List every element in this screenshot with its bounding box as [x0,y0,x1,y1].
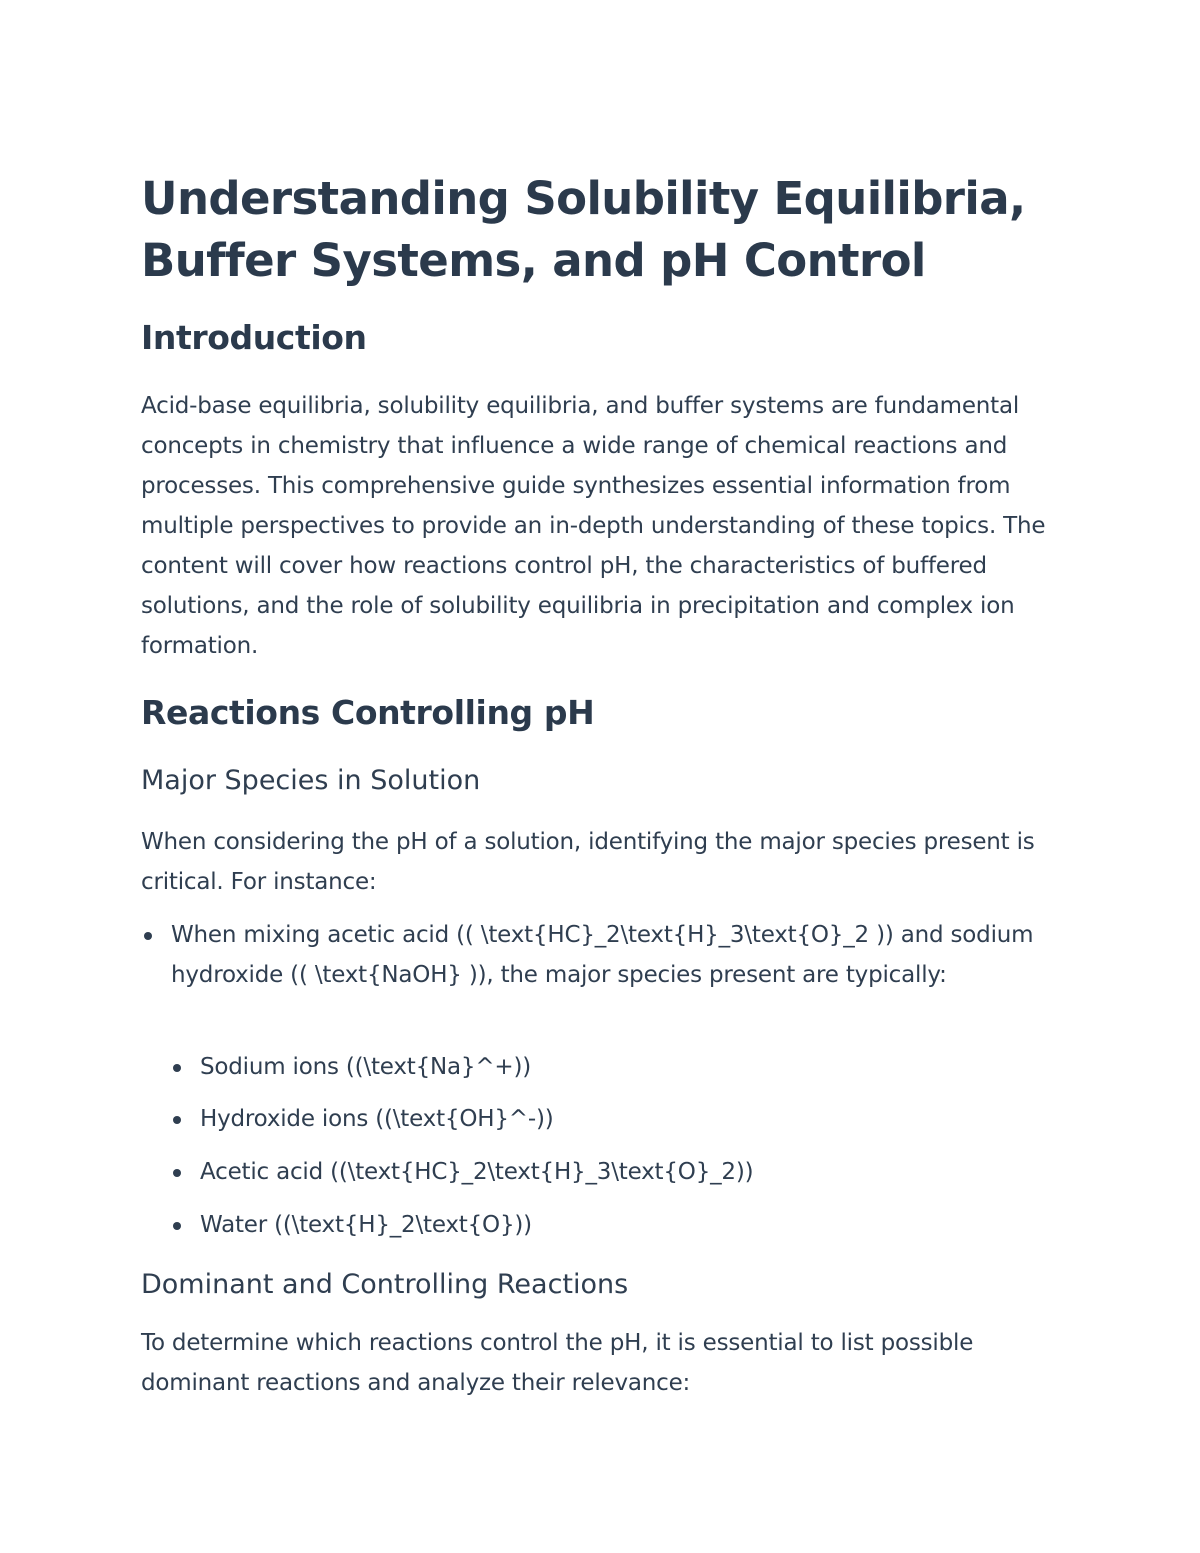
sub-bullet-icon [173,1064,181,1072]
major-species-paragraph: When considering the pH of a solution, identifying the major species present is critical. For instance: [141,829,1035,895]
sub-bullet-item: Water ((\text{H}_2\text{O})) [200,1212,532,1238]
introduction-paragraph: Acid-base equilibria, solubility equilibria, and buffer systems are fundamental concepts in chemistry that influence a wide range of chemical reactions and processes. This comprehensive guide synthesizes essential information from multiple perspectives to provide an in-depth understanding of these topics. The content will cover how reactions control pH, the characteristics of buffered solutions, and the role of solubility equilibria in precipitation and complex ion formation. [141,393,1046,659]
sub-bullet-icon [173,1116,181,1124]
sub-bullet-icon [173,1169,181,1177]
sub-bullet-item: Hydroxide ions ((\text{OH}^-)) [200,1106,554,1132]
subsection-heading-dominant-reactions: Dominant and Controlling Reactions [141,1269,629,1300]
sub-bullet-item: Acetic acid ((\text{HC}_2\text{H}_3\text{O}_2)) [200,1159,754,1185]
subsection-heading-major-species: Major Species in Solution [141,765,481,796]
dominant-reactions-paragraph: To determine which reactions control the pH, it is essential to list possible dominant reactions and analyze their relevance: [141,1330,974,1396]
sub-bullet-item: Sodium ions ((\text{Na}^+)) [200,1054,532,1080]
document-title: Understanding Solubility Equilibria, Buffer Systems, and pH Control [141,172,1026,287]
major-species-bullet: When mixing acetic acid (( \text{HC}_2\text{H}_3\text{O}_2 )) and sodium hydroxide (( \text{NaOH} )), the major species present are typically: [171,922,1034,988]
bullet-icon [144,932,152,940]
section-heading-reactions-controlling-ph: Reactions Controlling pH [141,693,595,732]
sub-bullet-icon [173,1222,181,1230]
section-heading-introduction: Introduction [141,318,367,357]
